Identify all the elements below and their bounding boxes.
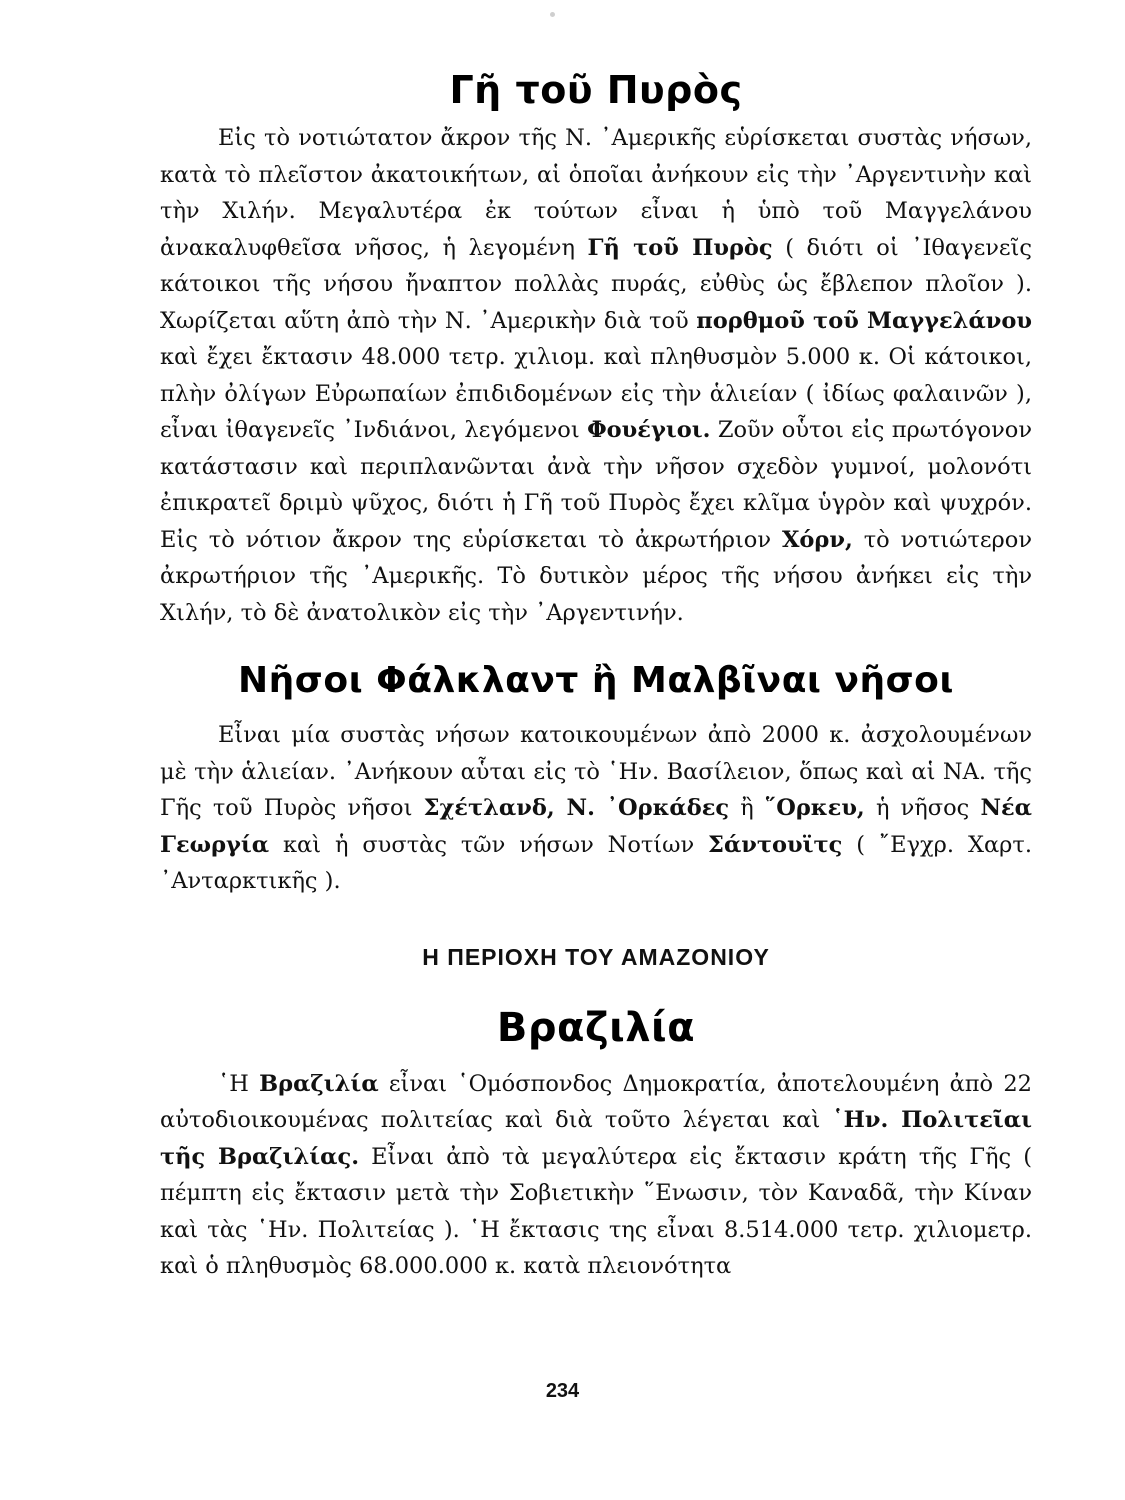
text-run: ῾Η xyxy=(218,1070,260,1097)
subheading-amazon-region: Η ΠΕΡΙΟΧΗ ΤΟΥ ΑΜΑΖΟΝΙΟΥ xyxy=(422,943,770,970)
heading-falkland-islands: Νῆσοι Φάλκλαντ ἢ Μαλβῖναι νῆσοι xyxy=(238,660,954,701)
text-run: Εἶναι ἀπὸ τὰ μεγαλύτερα εἰς ἔκτασιν κράτη τῆς Γῆς ( πέμπτη εἰς ἔκτασιν μετὰ τὴν Σοβιετικὴν ῞Ενωσιν, τὸν Καναδᾶ, τὴν Κίναν καὶ τὰς ῾Ην. Πολιτείας ). ῾Η ἔκτασις της εἶναι 8.514.000 τετρ. χιλιομετρ. καὶ ὁ πληθυσμὸς 68.000.000 κ. κατὰ πλειονότητα xyxy=(160,1143,1032,1279)
bold-term: Γῆ τοῦ Πυρὸς xyxy=(587,234,773,261)
text-run: ( διότι οἱ ᾿Ιθαγενεῖς κάτοικοι τῆς νήσου ἤναπτον πολλὰς πυράς, εὐθὺς ὡς ἔβλεπον πλοῖον ). Χωρίζεται αὕτη ἀπὸ τὴν Ν. ᾿Αμερικὴν διὰ τοῦ xyxy=(160,234,1032,334)
page-number: 234 xyxy=(545,1380,580,1402)
bold-term: Νέα Γεωργία xyxy=(160,795,1032,858)
text-run: Εἶναι μία συστὰς νήσων κατοικουμένων ἀπὸ 2000 κ. ἀσχολουμένων μὲ τὴν ἁλιείαν. ᾿Ανήκουν αὗται εἰς τὸ ῾Ην. Βασίλειον, ὅπως καὶ αἱ ΝΑ. τῆς Γῆς τοῦ Πυρὸς νῆσοι xyxy=(160,722,1032,821)
text-run: ( ῎Εγχρ. Χαρτ. ᾿Ανταρκτικῆς ). xyxy=(160,831,1032,894)
paragraph-tierra-del-fuego xyxy=(160,120,1032,631)
paragraph-falkland-islands xyxy=(160,717,1032,900)
bold-term: Βραζιλία xyxy=(259,1070,379,1097)
heading-brazil: Βραζιλία xyxy=(496,1004,696,1051)
text-run: Εἰς τὸ νοτιώτατον ἄκρον τῆς Ν. ᾿Αμερικῆς εὑρίσκεται συστὰς νήσων, κατὰ τὸ πλεῖστον ἀκατοικήτων, αἱ ὁποῖαι ἀνήκουν εἰς τὴν ᾿Αργεντινὴν καὶ τὴν Χιλήν. Μεγαλυτέρα ἐκ τούτων εἶναι ἡ ὑπὸ τοῦ Μαγγελάνου ἀνακαλυφθεῖσα νῆσος, ἡ λεγομένη xyxy=(160,125,1032,261)
bold-term: Χόρν, xyxy=(781,526,853,553)
bold-term: Σάντουϊτς xyxy=(708,831,843,858)
paragraph-brazil xyxy=(160,1066,1032,1285)
bold-term: πορθμοῦ τοῦ Μαγγελάνου xyxy=(696,307,1032,334)
text-run: καὶ ἔχει ἔκτασιν 48.000 τετρ. χιλιομ. καὶ πληθυσμὸν 5.000 κ. Οἱ κάτοικοι, πλὴν ὀλίγων Εὐρωπαίων ἐπιδιδομένων εἰς τὴν ἁλιείαν ( ἰδίως φαλαινῶν ), εἶναι ἰθαγενεῖς ᾿Ινδιάνοι, λεγόμενοι xyxy=(160,344,1032,443)
bold-term: ῾Ην. Πολιτεῖαι τῆς Βραζιλίας. xyxy=(160,1107,1032,1170)
bold-term: ῞Ορκευ, xyxy=(764,795,865,821)
text-run: ἢ xyxy=(729,795,765,821)
bold-term: Σχέτλανδ, Ν. ᾿Ορκάδες xyxy=(423,795,730,821)
page-body xyxy=(160,60,1032,1285)
text-run: εἶναι ῾Ομόσπονδος Δημοκρατία, ἀποτελουμένη ἀπὸ 22 αὐτοδιοικουμένας πολιτείας καὶ διὰ τοῦτο λέγεται καὶ xyxy=(160,1070,1032,1133)
heading-tierra-del-fuego: Γῆ τοῦ Πυρὸς xyxy=(449,68,743,112)
text-run: τὸ νοτιώτερον ἀκρωτήριον τῆς ᾿Αμερικῆς. Τὸ δυτικὸν μέρος τῆς νήσου ἀνήκει εἰς τὴν Χιλήν, τὸ δὲ ἀνατολικὸν εἰς τὴν ᾿Αργεντινήν. xyxy=(160,526,1032,626)
text-run: ἡ νῆσος xyxy=(864,795,981,821)
text-run: καὶ ἡ συστὰς τῶν νήσων Νοτίων xyxy=(269,831,709,858)
scan-speck xyxy=(550,12,555,17)
text-run: Ζοῦν οὗτοι εἰς πρωτόγονον κατάστασιν καὶ περιπλανῶνται ἀνὰ τὴν νῆσον σχεδὸν γυμνοί, μολονότι ἐπικρατεῖ δριμὺ ψῦχος, διότι ἡ Γῆ τοῦ Πυρὸς ἔχει κλῖμα ὑγρὸν καὶ ψυχρόν. Εἰς τὸ νότιον ἄκρον της εὑρίσκεται τὸ ἀκρωτήριον xyxy=(160,417,1032,553)
bold-term: Φουέγιοι. xyxy=(587,417,711,443)
